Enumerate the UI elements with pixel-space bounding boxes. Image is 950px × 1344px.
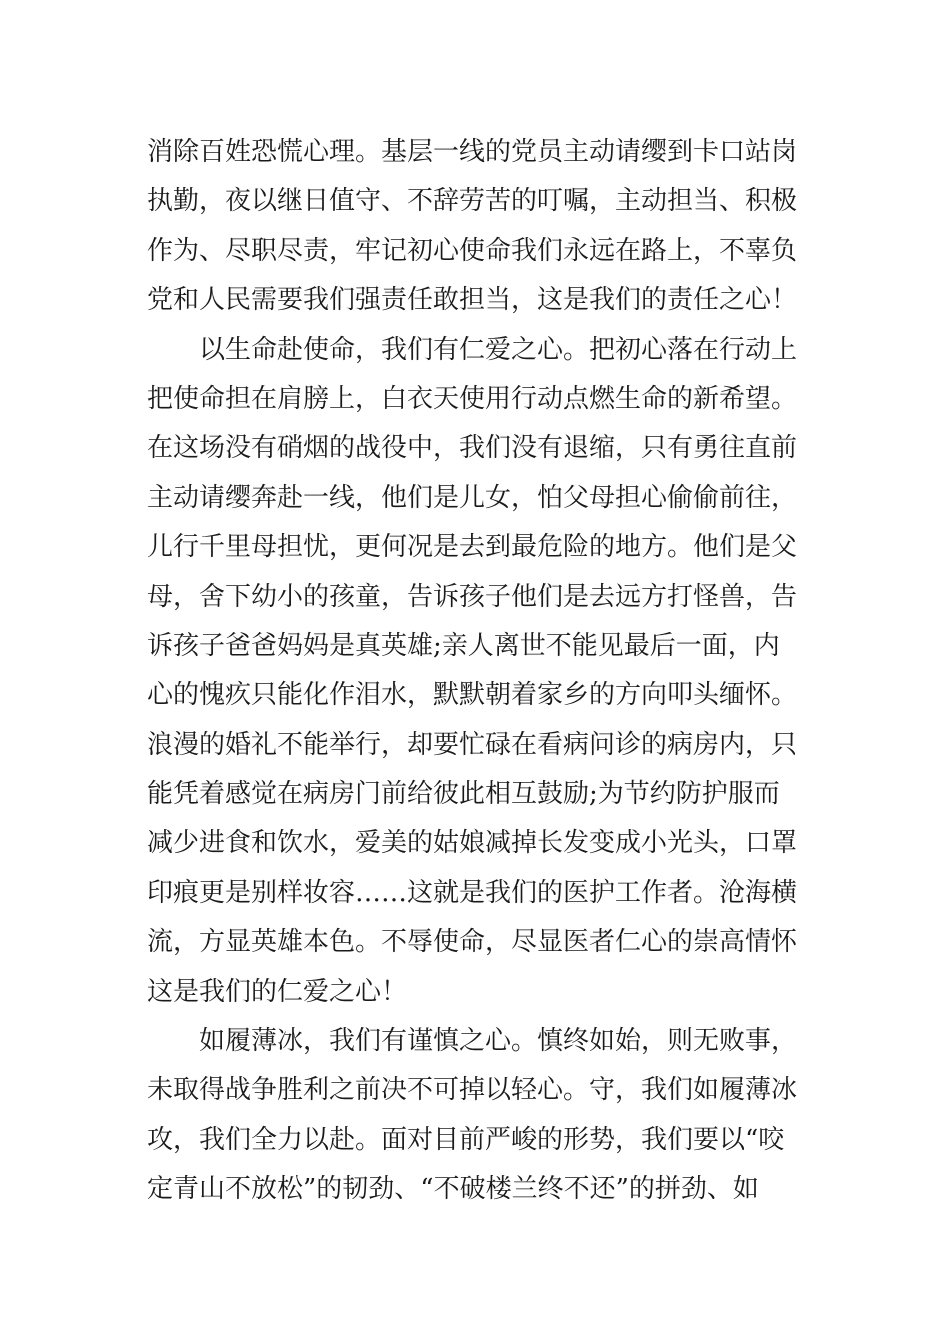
text-line: 诉孩子爸爸妈妈是真英雄;亲人离世不能见最后一面，内 xyxy=(147,630,780,661)
text-line: 党和人民需要我们强责任敢担当，这是我们的责任之心！ xyxy=(147,285,798,316)
text-line: 未取得战争胜利之前决不可掉以轻心。守，我们如履薄冰 xyxy=(147,1075,798,1106)
text-line: 浪漫的婚礼不能举行，却要忙碌在看病问诊的病房内，只 xyxy=(147,729,798,760)
paragraph-start-line: 以生命赴使命，我们有仁爱之心。把初心落在行动上 xyxy=(199,334,798,365)
text-line: 执勤，夜以继日值守、不辞劳苦的叮嘱，主动担当、积极 xyxy=(147,186,798,217)
text-line: 母，舍下幼小的孩童，告诉孩子他们是去远方打怪兽，告 xyxy=(147,581,798,612)
body-text xyxy=(147,128,807,1215)
text-line: 印痕更是别样妆容……这就是我们的医护工作者。沧海横 xyxy=(147,877,798,908)
text-line: 攻，我们全力以赴。面对目前严峻的形势，我们要以“咬 xyxy=(147,1124,785,1155)
text-line: 这是我们的仁爱之心！ xyxy=(147,976,408,1007)
text-line: 能凭着感觉在病房门前给彼此相互鼓励;为节约防护服而 xyxy=(147,779,780,810)
text-line: 在这场没有硝烟的战役中，我们没有退缩，只有勇往直前 xyxy=(147,433,798,464)
text-line: 心的愧疚只能化作泪水，默默朝着家乡的方向叩头缅怀。 xyxy=(147,680,798,711)
text-line: 消除百姓恐慌心理。基层一线的党员主动请缨到卡口站岗 xyxy=(147,137,798,167)
text-line: 减少进食和饮水，爱美的姑娘减掉长发变成小光头，口罩 xyxy=(147,828,798,859)
text-line: 作为、尽职尽责，牢记初心使命我们永远在路上，不辜负 xyxy=(147,235,798,266)
paragraph-start-line: 如履薄冰，我们有谨慎之心。慎终如始，则无败事， xyxy=(199,1026,798,1057)
text-line: 儿行千里母担忧，更何况是去到最危险的地方。他们是父 xyxy=(147,532,798,563)
text-line: 主动请缨奔赴一线，他们是儿女，怕父母担心偷偷前往， xyxy=(147,482,798,513)
text-line: 定青山不放松”的韧劲、“不破楼兰终不还”的拼劲、如 xyxy=(147,1174,759,1205)
text-line: 流，方显英雄本色。不辱使命，尽显医者仁心的崇高情怀 xyxy=(147,927,798,958)
text-line: 把使命担在肩膀上，白衣天使用行动点燃生命的新希望。 xyxy=(147,383,798,414)
